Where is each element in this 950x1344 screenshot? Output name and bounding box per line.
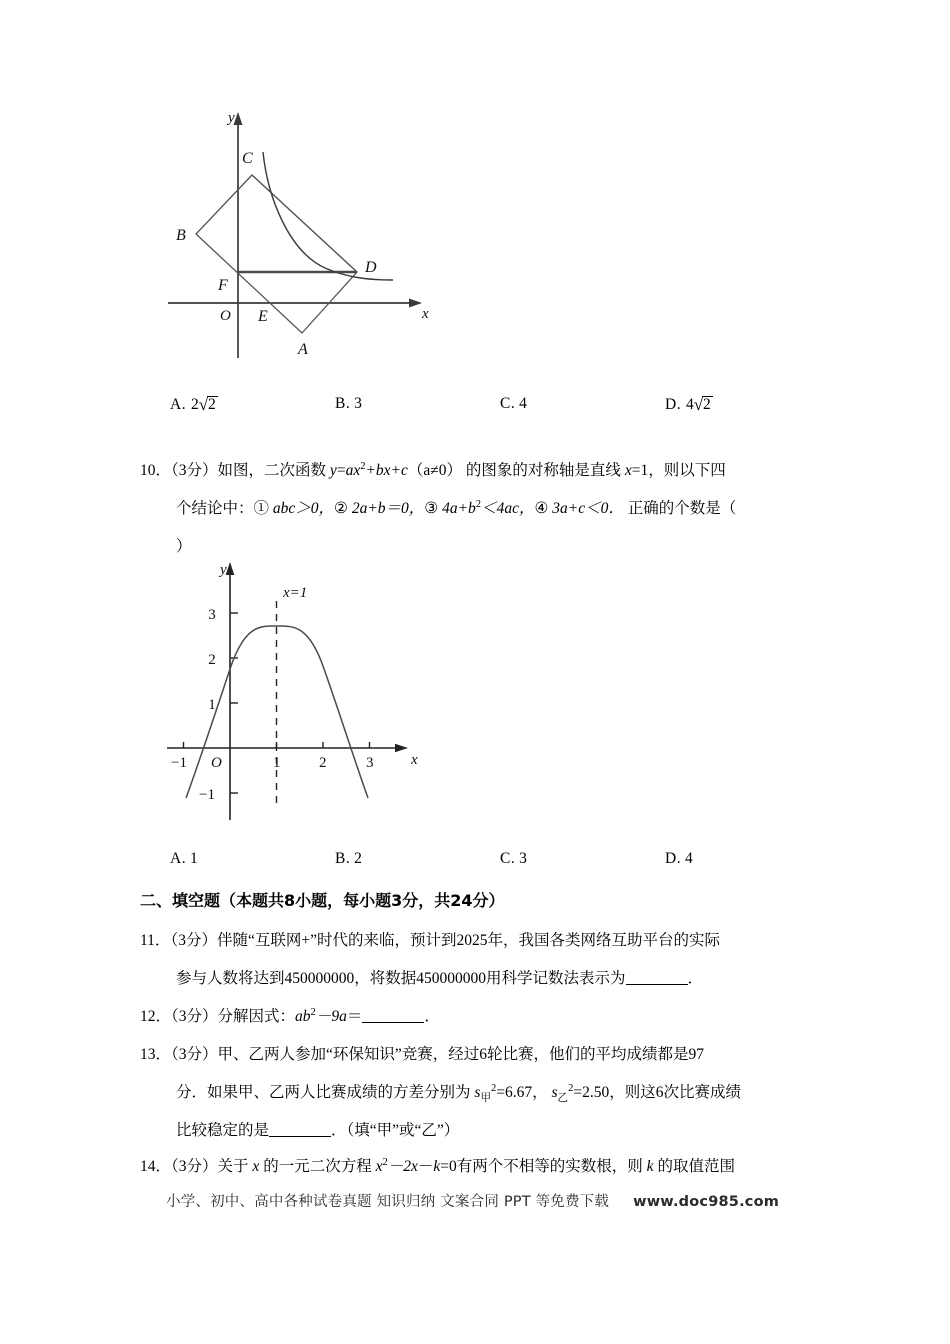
answer-blank-q12[interactable] [362, 1007, 424, 1023]
radical-sign: √ [693, 395, 704, 414]
expr-minus-9a: －9a [315, 1008, 347, 1025]
question-12-text-a: 分解因式： [217, 1008, 296, 1025]
question-10-text-b: 的图象的对称轴是直线 [462, 462, 625, 479]
question-13-points: （3分） [171, 1046, 218, 1063]
question-13-text-2b: 则这6次比赛成绩 [624, 1084, 741, 1101]
question-11-text-2: 参与人数将达到450000000，将数据450000000用科学记数法表示为 [176, 970, 626, 987]
question-13-text-3b: ．（填“甲”或“乙”） [331, 1122, 460, 1139]
choice-q10-d-value: 4 [684, 850, 693, 867]
question-10 [140, 452, 840, 566]
choice-q10-d-letter: D. [665, 850, 682, 867]
question-11-line-2 [140, 960, 840, 998]
xticklabel-2: 2 [319, 755, 327, 771]
fn-condition: （a≠0） [407, 462, 463, 479]
conclusion-3-marker: ③ [424, 500, 439, 517]
question-14-text-c: 有两个不相等的实数根，则 [456, 1158, 647, 1175]
label-axis-x: x [422, 306, 429, 322]
conclusion-4-marker: ④ [534, 500, 549, 517]
label-point-B: B [176, 227, 186, 244]
question-13 [140, 1036, 840, 1150]
radical-sign: √ [198, 395, 209, 414]
variance-symbol-yi: s [551, 1084, 558, 1101]
figure-rhombus-hyperbola [150, 100, 450, 370]
variance-subscript-jia: 甲 [480, 1093, 491, 1105]
choice-q10-c[interactable] [500, 850, 665, 868]
question-11 [140, 922, 840, 998]
question-11-text-1: 伴随“互联网+”时代的来临，预计到2025年，我国各类网络互助平台的实际 [216, 932, 720, 949]
fn-rest: +bx+c [365, 462, 408, 479]
choice-q9-c-value: 4 [519, 395, 527, 412]
question-14-var-x: x [252, 1158, 260, 1175]
question-11-points: （3分） [170, 932, 217, 949]
conclusion-2-marker: ② [334, 500, 348, 517]
parabola-svg [155, 552, 445, 827]
choice-q10-a-value: 1 [189, 850, 198, 867]
xticklabel-1: 1 [273, 755, 281, 771]
choices-q10 [170, 850, 830, 868]
axis-of-symmetry-label: x=1 [283, 585, 308, 601]
conclusion-2-text: 2a+b＝0， [351, 500, 425, 517]
conclusion-3-text-b: ＜4ac， [481, 500, 535, 517]
question-14-text-d: 的取值范围 [653, 1158, 735, 1175]
choice-q10-a-letter: A. [170, 850, 187, 867]
fn-exponent: 2 [360, 460, 366, 472]
expr-equals: ＝ [346, 1008, 363, 1025]
choice-q9-d-value: 4√2 [685, 395, 711, 414]
expr-exponent: 2 [310, 1006, 316, 1018]
x-axis-arrowhead [409, 299, 422, 308]
expr-ab: ab [295, 1008, 311, 1025]
label-point-A: A [298, 341, 308, 358]
question-14 [140, 1148, 840, 1186]
choice-q9-a[interactable] [170, 395, 335, 415]
conclusions-intro: 个结论中： [176, 500, 254, 517]
question-10-line-3: ） [176, 538, 192, 555]
y-axis-arrowhead [234, 112, 243, 125]
conclusion-4-text: 3a+c＜0． [552, 500, 624, 517]
conclusion-3-text-a: 4a+b [442, 500, 476, 517]
question-12-number: 12． [140, 1008, 172, 1025]
choice-q9-b-letter: B. [335, 395, 351, 412]
label-point-E: E [258, 308, 268, 325]
footer-url[interactable]: www.doc985.com [633, 1194, 780, 1210]
variance-exponent-jia: 2 [490, 1082, 497, 1094]
question-12-period: ． [424, 1008, 440, 1025]
question-11-number: 11． [140, 932, 171, 949]
yticklabel-2: 2 [208, 652, 216, 668]
question-14-text-b: 的一元二次方程 [259, 1158, 376, 1175]
equation-minus-2x: －2x [387, 1158, 418, 1175]
footer-text: 小学、初中、高中各种试卷真题 知识归纳 文案合同 PPT 等免费下载 [166, 1194, 610, 1210]
question-13-text-2a: 分．如果甲、乙两人比赛成绩的方差分别为 [176, 1084, 475, 1101]
question-12 [140, 998, 840, 1036]
question-14-text-a: 关于 [217, 1158, 253, 1175]
conclusion-3-exponent: 2 [475, 498, 482, 510]
parabola-y-arrowhead [226, 562, 235, 575]
question-13-line-2 [140, 1074, 840, 1112]
label-origin-O: O [220, 308, 231, 324]
answer-blank-q11[interactable] [626, 969, 688, 985]
variance-symbol-jia: s [474, 1084, 481, 1101]
question-10-points: （3分） [171, 462, 218, 479]
question-10-line-1 [140, 452, 840, 490]
axis-eq: =1， [631, 462, 664, 479]
label-axis-y: y [228, 110, 235, 126]
variance-value-yi: =2.50， [573, 1084, 625, 1101]
question-14-line-1 [140, 1148, 840, 1186]
equation-equals-zero: =0 [440, 1158, 457, 1175]
page-footer [166, 1190, 779, 1211]
conclusion-1-marker: ① [253, 500, 270, 517]
label-point-F: F [218, 277, 228, 294]
question-13-text-1: 甲、乙两人参加“环保知识”竞赛，经过6轮比赛，他们的平均成绩都是97 [217, 1046, 705, 1063]
yticklabel--1: −1 [199, 787, 215, 803]
choice-q9-a-letter: A. [170, 396, 187, 413]
equation-x: x [375, 1158, 383, 1175]
question-10-line-2 [140, 490, 840, 528]
label-point-C: C [242, 150, 253, 167]
axis-var: x [624, 462, 632, 479]
question-10-text-a: 如图，二次函数 [217, 462, 330, 479]
choice-q9-b-value: 3 [354, 395, 362, 412]
parabola-y-axis-label: y [220, 562, 227, 578]
conclusion-1-text: abc＞0， [272, 500, 335, 517]
xticklabel--1: −1 [171, 755, 187, 771]
yticklabel-1: 1 [208, 697, 216, 713]
variance-subscript-yi: 乙 [557, 1093, 569, 1105]
question-11-period: ． [687, 970, 704, 987]
figure-rhombus-svg [150, 100, 450, 370]
choice-q10-c-letter: C. [500, 850, 516, 867]
question-13-line-3 [140, 1112, 840, 1150]
figure-parabola [155, 552, 445, 827]
question-14-number: 14． [140, 1158, 172, 1175]
question-14-points: （3分） [171, 1158, 218, 1175]
choice-q10-d[interactable] [665, 850, 830, 868]
section-2-heading: 二、填空题（本题共8小题，每小题3分，共24分） [140, 891, 505, 910]
question-10-text-c: 则以下四 [663, 462, 726, 479]
fn-eq: = [336, 462, 346, 479]
segment-cd [252, 175, 357, 272]
question-13-line-1 [140, 1036, 840, 1074]
choices-q9 [170, 395, 830, 415]
choice-q9-a-value: 2√2 [190, 395, 216, 414]
question-13-number: 13． [140, 1046, 172, 1063]
parabola-origin-label: O [211, 755, 222, 771]
question-10-number: 10． [140, 462, 172, 479]
xticklabel-3: 3 [366, 755, 374, 771]
question-14-var-k: k [646, 1158, 654, 1175]
choice-q9-c-letter: C. [500, 395, 516, 412]
choice-q10-b-value: 2 [354, 850, 362, 867]
choice-q9-c[interactable] [500, 395, 665, 415]
fn-ax: ax [345, 462, 361, 479]
choice-q10-b-letter: B. [335, 850, 351, 867]
variance-value-jia: =6.67， [496, 1084, 548, 1101]
question-13-text-3a: 比较稳定的是 [176, 1122, 270, 1139]
fn-y: y [329, 462, 337, 479]
choice-q9-d-letter: D. [665, 396, 682, 413]
question-12-points: （3分） [171, 1008, 218, 1025]
choice-q10-c-value: 3 [519, 850, 527, 867]
variance-exponent-yi: 2 [568, 1082, 574, 1094]
yticklabel-3: 3 [208, 607, 216, 623]
parabola-x-axis-label: x [411, 752, 418, 768]
parabola-x-arrowhead [395, 744, 408, 753]
equation-minus: － [417, 1158, 434, 1175]
answer-blank-q13[interactable] [269, 1121, 331, 1137]
equation-k: k [433, 1158, 441, 1175]
choice-q10-a[interactable] [170, 850, 335, 868]
label-point-D: D [365, 259, 377, 276]
choice-q9-d[interactable] [665, 395, 830, 415]
question-10-tail: 正确的个数是（ [623, 500, 737, 517]
equation-exponent: 2 [382, 1156, 388, 1168]
choice-q9-b[interactable] [335, 395, 500, 415]
question-11-line-1 [140, 922, 840, 960]
choice-q10-b[interactable] [335, 850, 500, 868]
question-12-line-1 [140, 998, 840, 1036]
